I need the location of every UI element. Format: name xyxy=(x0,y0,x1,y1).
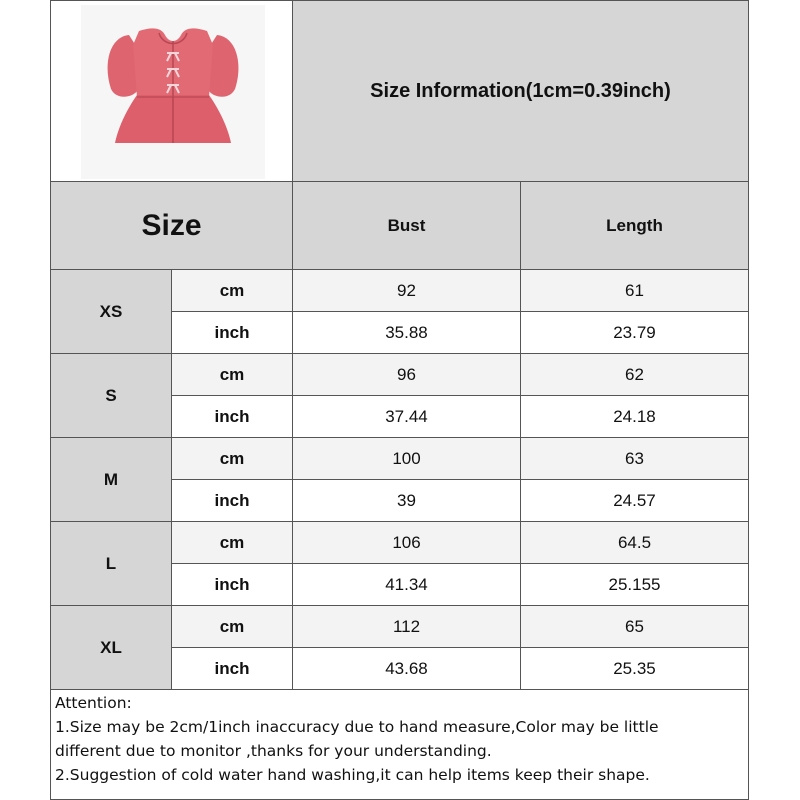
table-row xyxy=(172,606,749,648)
size-group-xl xyxy=(50,606,749,690)
bust-cell: 96 xyxy=(293,354,521,396)
size-group-l xyxy=(50,522,749,606)
bust-cell: 37.44 xyxy=(293,396,521,438)
unit-cell: cm xyxy=(172,606,293,648)
bust-cell: 106 xyxy=(293,522,521,564)
size-label: XL xyxy=(50,606,172,690)
length-cell: 61 xyxy=(521,270,749,312)
length-cell: 24.18 xyxy=(521,396,749,438)
size-group-s xyxy=(50,354,749,438)
unit-cell: cm xyxy=(172,270,293,312)
table-row xyxy=(172,312,749,354)
note-line: different due to monitor ,thanks for your understanding. xyxy=(55,742,492,760)
unit-cell: inch xyxy=(172,312,293,354)
chart-title: Size Information(1cm=0.39inch) xyxy=(293,0,749,182)
table-row xyxy=(172,270,749,312)
unit-cell: cm xyxy=(172,354,293,396)
table-row xyxy=(172,480,749,522)
length-cell: 62 xyxy=(521,354,749,396)
blouse-illustration xyxy=(81,5,265,179)
length-cell: 23.79 xyxy=(521,312,749,354)
size-chart xyxy=(50,0,749,800)
table-row xyxy=(172,648,749,690)
table-row xyxy=(172,438,749,480)
size-label: L xyxy=(50,522,172,606)
size-group-xs xyxy=(50,270,749,354)
note-line: 2.Suggestion of cold water hand washing,it can help items keep their shape. xyxy=(55,766,650,784)
length-cell: 64.5 xyxy=(521,522,749,564)
unit-cell: inch xyxy=(172,648,293,690)
size-group-m xyxy=(50,438,749,522)
table-row xyxy=(172,564,749,606)
note-line: 1.Size may be 2cm/1inch inaccuracy due to hand measure,Color may be little xyxy=(55,718,659,736)
notes-heading: Attention: xyxy=(55,694,132,712)
unit-cell: inch xyxy=(172,396,293,438)
bust-cell: 39 xyxy=(293,480,521,522)
unit-cell: cm xyxy=(172,438,293,480)
bust-cell: 112 xyxy=(293,606,521,648)
bust-cell: 41.34 xyxy=(293,564,521,606)
bust-cell: 35.88 xyxy=(293,312,521,354)
length-column-header: Length xyxy=(521,182,749,270)
bust-cell: 43.68 xyxy=(293,648,521,690)
length-cell: 25.155 xyxy=(521,564,749,606)
product-image-cell xyxy=(50,0,293,182)
table-row xyxy=(172,354,749,396)
table-row xyxy=(172,396,749,438)
product-image xyxy=(81,5,265,179)
size-label: S xyxy=(50,354,172,438)
length-cell: 25.35 xyxy=(521,648,749,690)
size-column-header: Size xyxy=(50,182,293,270)
unit-cell: inch xyxy=(172,564,293,606)
bust-cell: 100 xyxy=(293,438,521,480)
size-label: M xyxy=(50,438,172,522)
bust-column-header: Bust xyxy=(293,182,521,270)
length-cell: 63 xyxy=(521,438,749,480)
unit-cell: cm xyxy=(172,522,293,564)
size-label: XS xyxy=(50,270,172,354)
unit-cell: inch xyxy=(172,480,293,522)
length-cell: 65 xyxy=(521,606,749,648)
attention-notes xyxy=(50,690,749,800)
length-cell: 24.57 xyxy=(521,480,749,522)
table-row xyxy=(172,522,749,564)
bust-cell: 92 xyxy=(293,270,521,312)
